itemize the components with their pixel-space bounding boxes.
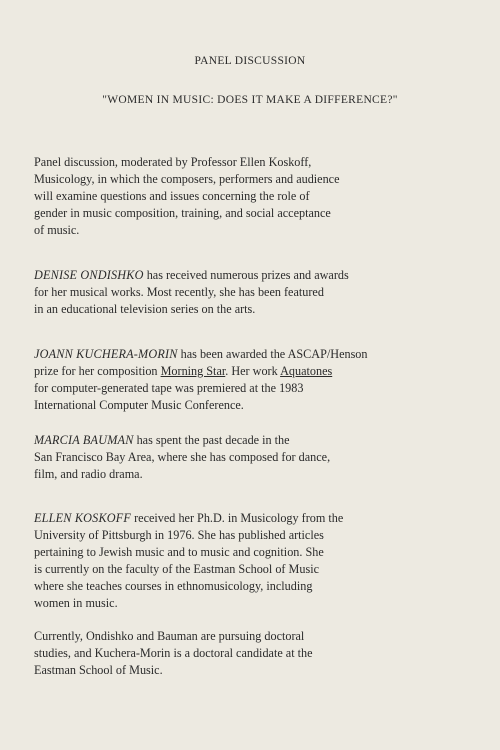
bio-line: in an educational television series on the arts. xyxy=(34,302,256,316)
bio-text: has received numerous prizes and awards xyxy=(143,268,349,282)
bio-text: has spent the past decade in the xyxy=(133,433,290,447)
bio-line xyxy=(34,363,484,380)
bio-text: received her Ph.D. in Musicology from the xyxy=(131,511,344,525)
bio-line xyxy=(34,432,484,449)
panelist-name: DENISE ONDISHKO xyxy=(34,268,144,282)
bio-line: is currently on the faculty of the Eastman School of Music xyxy=(34,562,319,576)
page-title: PANEL DISCUSSION xyxy=(194,55,306,67)
bio-kuchera-morin xyxy=(34,346,484,414)
bio-bauman xyxy=(34,432,484,483)
bio-line xyxy=(34,267,484,284)
work-title: Aquatones xyxy=(280,364,333,378)
closing-line: studies, and Kuchera-Morin is a doctoral candidate at the xyxy=(34,646,313,660)
work-title: Morning Star xyxy=(160,364,226,378)
intro-line: Musicology, in which the composers, performers and audience xyxy=(34,172,340,186)
bio-line: San Francisco Bay Area, where she has composed for dance, xyxy=(34,450,331,464)
discussion-title: "WOMEN IN MUSIC: DOES IT MAKE A DIFFERENCE?" xyxy=(102,94,398,106)
bio-line: pertaining to Jewish music and to music and cognition. She xyxy=(34,545,324,559)
bio-text: has been awarded the ASCAP/Henson xyxy=(177,347,368,361)
intro-line: will examine questions and issues concerning the role of xyxy=(34,189,310,203)
bio-line xyxy=(34,510,484,527)
closing-line: Eastman School of Music. xyxy=(34,663,163,677)
panelist-name: MARCIA BAUMAN xyxy=(34,433,134,447)
intro-line: of music. xyxy=(34,223,80,237)
intro-paragraph xyxy=(34,154,484,239)
bio-line: for computer-generated tape was premiered at the 1983 xyxy=(34,381,304,395)
bio-text: prize for her composition xyxy=(34,364,161,378)
panelist-name: JOANN KUCHERA-MORIN xyxy=(34,347,178,361)
bio-line: International Computer Music Conference. xyxy=(34,398,244,412)
intro-line: Panel discussion, moderated by Professor Ellen Koskoff, xyxy=(34,155,312,169)
bio-line: for her musical works. Most recently, she has been featured xyxy=(34,285,324,299)
closing-paragraph xyxy=(34,628,484,679)
intro-line: gender in music composition, training, and social acceptance xyxy=(34,206,331,220)
bio-text: . Her work xyxy=(225,364,281,378)
bio-koskoff xyxy=(34,510,484,612)
bio-line: where she teaches courses in ethnomusicology, including xyxy=(34,579,313,593)
closing-line: Currently, Ondishko and Bauman are pursuing doctoral xyxy=(34,629,305,643)
bio-line xyxy=(34,346,484,363)
bio-line: film, and radio drama. xyxy=(34,467,143,481)
bio-line: women in music. xyxy=(34,596,118,610)
bio-line: University of Pittsburgh in 1976. She has published articles xyxy=(34,528,324,542)
panelist-name: ELLEN KOSKOFF xyxy=(34,511,132,525)
bio-ondishko xyxy=(34,267,484,318)
